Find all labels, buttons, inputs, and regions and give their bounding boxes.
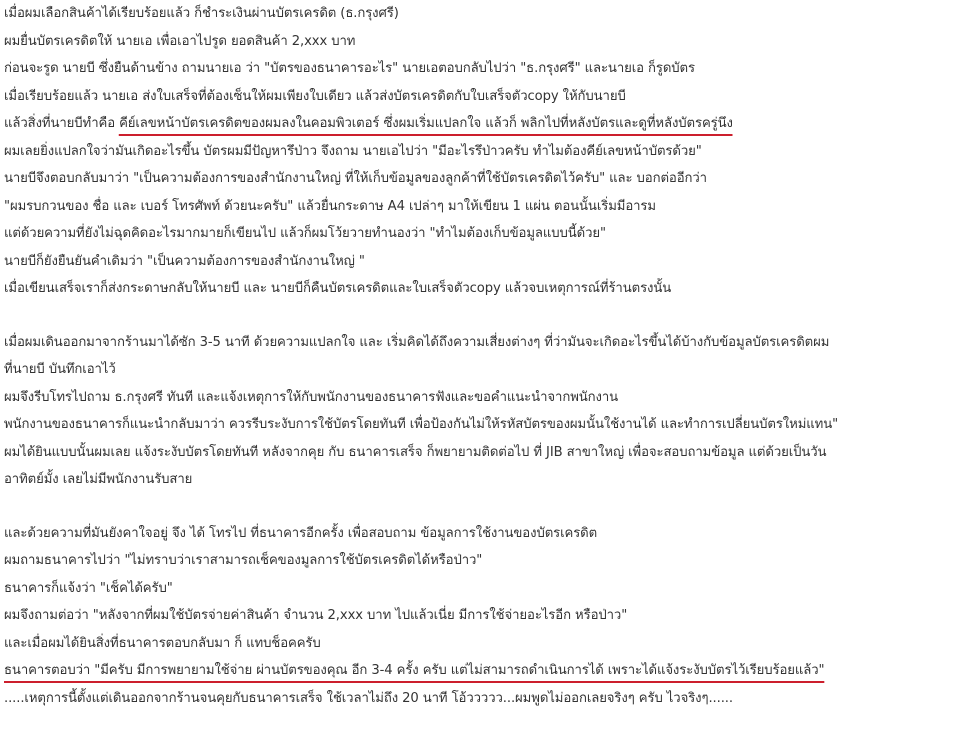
text-line: ผมจึงถามต่อว่า "หลังจากที่ผมใช้บัตรจ่ายค่าสินค้า จำนวน 2,xxx บาท ไปแล้วเนี่ย มีการใช้จ่ายอะไรอีก หรือป่าว" [4, 608, 628, 623]
paragraph-gap [4, 494, 976, 520]
red-underlined-text: คีย์เลขหน้าบัตรเครดิตของผมลงในคอมพิวเตอร์ ซึ่งผมเริ่มแปลกใจ แล้วก็ พลิกไปที่หลังบัตรและดูที่หลังบัตรครู่นึง [119, 116, 733, 136]
text-line: ผมยื่นบัตรเครดิตให้ นายเอ เพื่อเอาไปรูด ยอดสินค้า 2,xxx บาท [4, 33, 356, 49]
text-line: "ผมรบกวนของ ชื่อ และ เบอร์ โทรศัพท์ ด้วยนะครับ" แล้วยื่นกระดาษ A4 เปล่าๆ มาให้เขียน 1 แผ่น ตอนนั้นเริ่มมีอารม [4, 198, 656, 214]
text-line: และด้วยความที่มันยังคาใจอยู่ จึง ได้ โทรไป ที่ธนาคารอีกครั้ง เพื่อสอบถาม ข้อมูลการใช้งานของบัตรเครดิต [4, 525, 598, 541]
text-line: .....เหตุการนี้ตั้งแต่เดินออกจากร้านจนคุยกับธนาคารเสร็จ ใช้เวลาไม่ถึง 20 นาที โอ้ววววว...ผมพูดไม่ออกเลยจริงๆ ครับ ไวจริงๆ...... [4, 690, 733, 706]
paragraph [4, 329, 976, 494]
text-line: แต่ด้วยความที่ยังไม่ฉุดคิดอะไรมากมายก็เขียนไป แล้วก็ผมโว้ยวายทำนองว่า "ทำไมต้องเก็บข้อมูลแบบนี้ด้วย" [4, 226, 606, 241]
red-underlined-text: ธนาคารตอบว่า "มีครับ มีการพยายามใช้จ่าย ผ่านบัตรของคุณ อีก 3-4 ครั้ง ครับ แต่ไม่สามารถดำเนินการได้ เพราะได้แจ้งระงับบัตรไว้เรียบร้อยแล้ว" [4, 663, 824, 683]
highlighted-text-line [4, 657, 974, 685]
text-line: พนักงานของธนาคารก็แนะนำกลับมาว่า ควรรีบระงับการใช้บัตรโดยทันที เพื่อป้องกันไม่ให้รหัสบัตรของผมนั้นใช้งานได้ และทำการเปลี่ยนบัตรใหม่แทน" [4, 417, 839, 432]
text-line: เมื่อเรียบร้อยแล้ว นายเอ ส่งใบเสร็จที่ต้องเซ็นให้ผมเพียงใบเดียว แล้วส่งบัตรเครดิตกับใบเสร็จตัวcopy ให้กับนายบี [4, 88, 626, 104]
text-line: ผมได้ยินแบบนั้นผมเลย แจ้งระงับบัตรโดยทันที หลังจากคุย กับ ธนาคารเสร็จ ก็พยายามติดต่อไป ที่ JIB สาขาใหญ่ เพื่อจะสอบถามข้อมูล แต่ด้วยเป็นวัน [4, 444, 827, 460]
text-line: ที่นายบี บันทึกเอาไว้ [4, 362, 116, 377]
highlighted-text-line [4, 110, 974, 138]
text-line: เมื่อเขียนเสร็จเราก็ส่งกระดาษกลับให้นายบี และ นายบีก็คืนบัตรเครดิตและใบเสร็จตัวcopy แล้วจบเหตุการณ์ที่ร้านตรงนั้น [4, 281, 672, 296]
paragraph [4, 0, 976, 303]
text-line: ผมเลยยิ่งแปลกใจว่ามันเกิดอะไรขึ้น บัตรผมมีปัญหารึป่าว จึงถาม นายเอไปว่า "มีอะไรรึป่าวครับ ทำไมต้องคีย์เลขหน้าบัตรด้วย" [4, 143, 702, 159]
text-line: ผมจึงรีบโทรไปถาม ธ.กรุงศรี ทันที และแจ้งเหตุการให้กับพนักงานของธนาคารฟังและขอคำแนะนำจากพนักงาน [4, 389, 619, 405]
text-line: นายบีจึงตอบกลับมาว่า "เป็นความต้องการของสำนักงานใหญ่ ที่ให้เก็บข้อมูลของลูกค้าที่ใช้บัตรเครดิตไว้ครับ" และ บอกต่ออีกว่า [4, 171, 707, 186]
paragraph [4, 520, 976, 713]
text-line: นายบีก็ยังยืนยันคำเดิมว่า "เป็นความต้องการของสำนักงานใหญ่ " [4, 253, 365, 269]
text-line: และเมื่อผมได้ยินสิ่งที่ธนาคารตอบกลับมา ก็ แทบช็อคครับ [4, 635, 321, 651]
text-line: อาทิตย์มั้ง เลยไม่มีพนักงานรับสาย [4, 472, 193, 487]
text-line: ธนาคารก็แจ้งว่า "เช็คได้ครับ" [4, 580, 173, 596]
post-body [4, 0, 976, 712]
text-line: เมื่อผมเลือกสินค้าได้เรียบร้อยแล้ว ก็ชำระเงินผ่านบัตรเครดิต (ธ.กรุงศรี) [4, 6, 399, 21]
text-line: ก่อนจะรูด นายบี ซึ่งยืนด้านข้าง ถามนายเอ ว่า "บัตรของธนาคารอะไร" นายเอตอบกลับไปว่า "ธ.กรุงศรี" และนายเอ ก็รูดบัตร [4, 61, 695, 76]
text-line: ผมถามธนาคารไปว่า "ไม่ทราบว่าเราสามารถเช็คของมูลการใช้บัตรเครดิตได้หรือป่าว" [4, 553, 483, 568]
text-segment: แล้วสิ่งที่นายบีทำคือ [4, 116, 120, 131]
paragraph-gap [4, 303, 976, 329]
text-line: เมื่อผมเดินออกมาจากร้านมาได้ซัก 3-5 นาที ด้วยความแปลกใจ และ เริ่มคิดได้ถึงความเสี่ยงต่างๆ ที่ว่ามันจะเกิดอะไรขึ้นได้บ้างกับข้อมูลบัตรเครดิตผม [4, 334, 830, 350]
